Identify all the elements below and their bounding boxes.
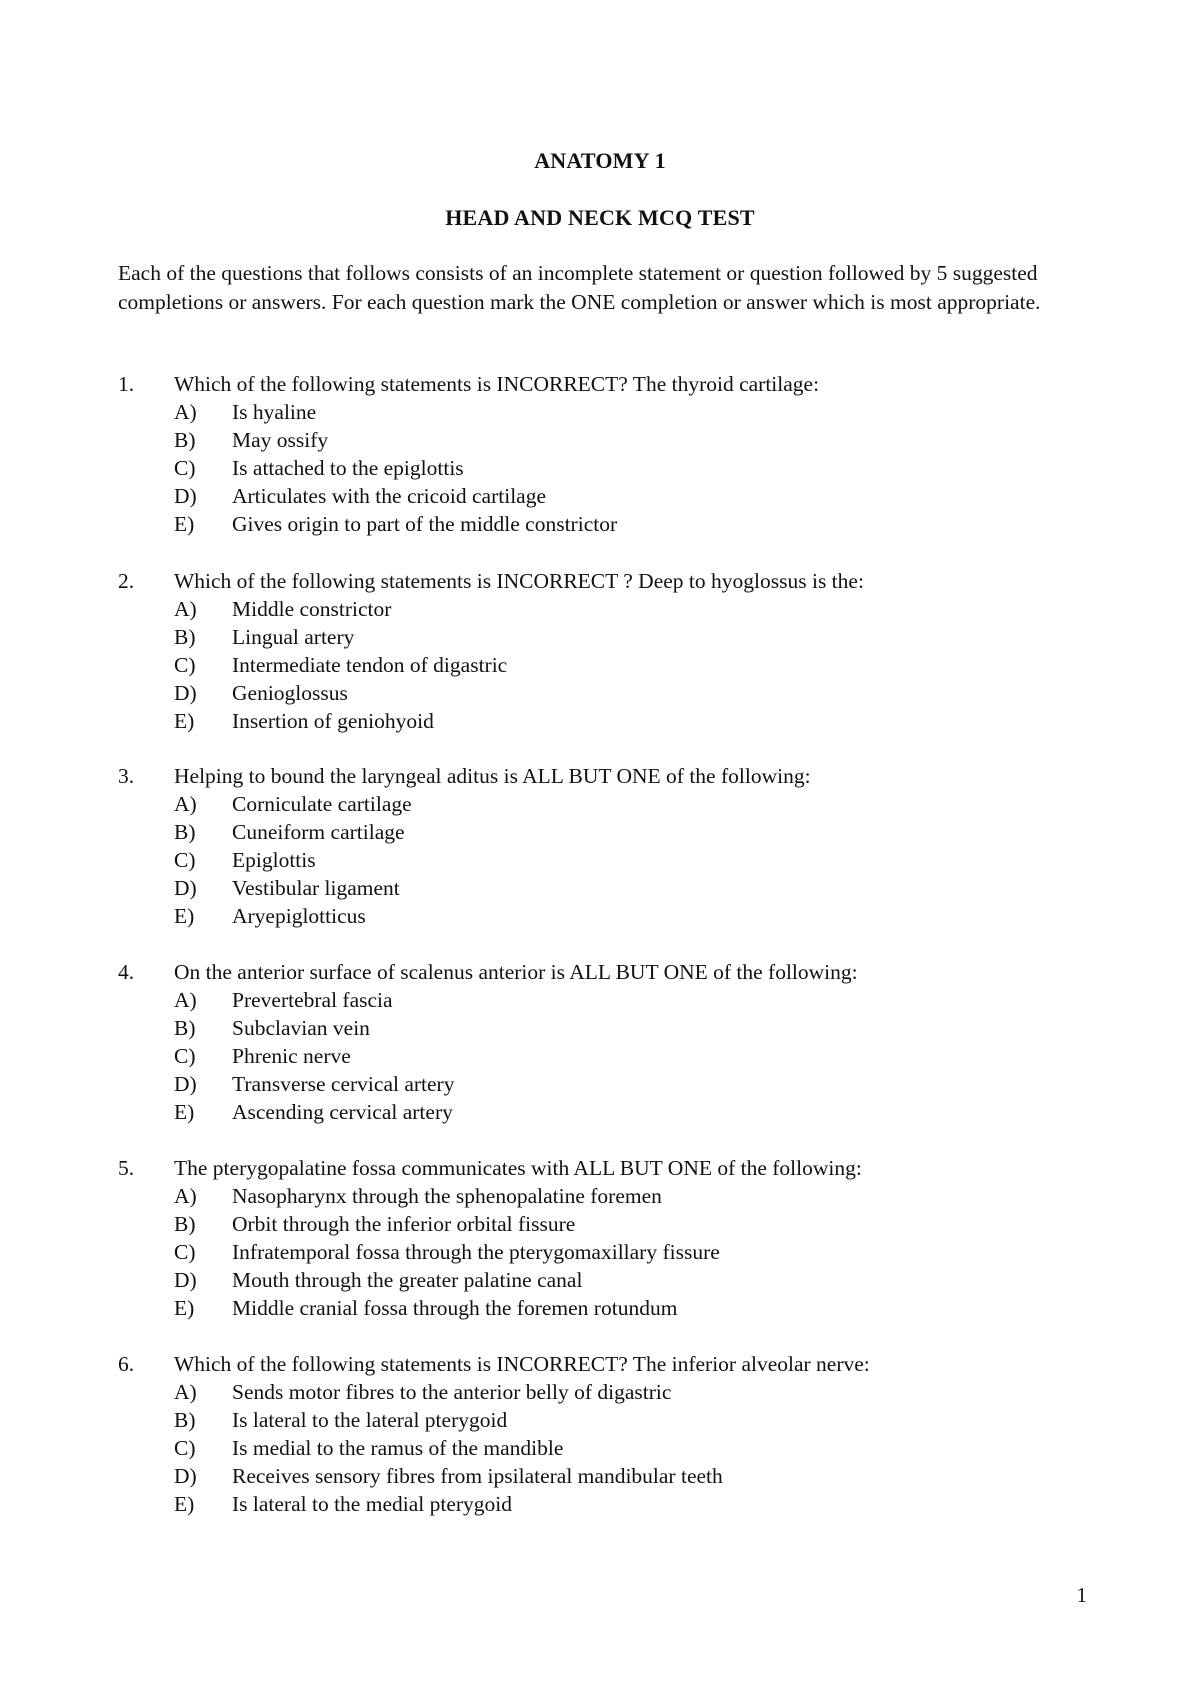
option-text: Phrenic nerve: [232, 1044, 351, 1068]
question-text: The pterygopalatine fossa communicates with ALL BUT ONE of the following:: [174, 1156, 862, 1180]
option-text: Is lateral to the medial pterygoid: [232, 1492, 513, 1516]
option-text: Prevertebral fascia: [232, 988, 393, 1012]
option-c: [118, 1434, 1098, 1462]
question-4: [118, 958, 1098, 1126]
option-b: [118, 426, 1098, 454]
option-letter: C): [174, 456, 196, 480]
option-text: Is hyaline: [232, 400, 317, 424]
question-text: Which of the following statements is INCORRECT? The thyroid cartilage:: [174, 372, 820, 396]
option-letter: E): [174, 1492, 195, 1516]
option-letter: E): [174, 904, 195, 928]
question-5: [118, 1154, 1098, 1322]
option-e: [118, 1490, 1098, 1518]
option-b: [118, 818, 1098, 846]
option-c: [118, 1238, 1098, 1266]
option-letter: E): [174, 1296, 195, 1320]
question-number: 4.: [118, 960, 135, 984]
option-text: Middle constrictor: [232, 597, 392, 621]
question-stem: [118, 567, 1098, 595]
option-letter: C): [174, 1044, 196, 1068]
question-text: On the anterior surface of scalenus anterior is ALL BUT ONE of the following:: [174, 960, 858, 984]
question-text: Which of the following statements is INCORRECT? The inferior alveolar nerve:: [174, 1352, 870, 1376]
option-letter: D): [174, 484, 197, 508]
option-letter: A): [174, 1380, 197, 1404]
question-3: [118, 762, 1098, 930]
option-d: [118, 482, 1098, 510]
option-letter: C): [174, 653, 196, 677]
question-number: 5.: [118, 1156, 135, 1180]
option-text: Infratemporal fossa through the pterygomaxillary fissure: [232, 1240, 720, 1264]
option-d: [118, 1266, 1098, 1294]
option-c: [118, 454, 1098, 482]
option-c: [118, 846, 1098, 874]
option-d: [118, 1462, 1098, 1490]
option-e: [118, 510, 1098, 538]
question-stem: [118, 762, 1098, 790]
question-1: [118, 370, 1098, 538]
option-c: [118, 1042, 1098, 1070]
instructions-paragraph: Each of the questions that follows consists of an incomplete statement or question followed by 5 suggested completions or answers. For each question mark the ONE completion or answer which is most appropriate.: [118, 261, 1041, 314]
option-text: Insertion of geniohyoid: [232, 709, 434, 733]
option-letter: E): [174, 1100, 195, 1124]
option-text: Nasopharynx through the sphenopalatine foremen: [232, 1184, 662, 1208]
question-number: 1.: [118, 372, 135, 396]
option-text: Aryepiglotticus: [232, 904, 366, 928]
option-letter: E): [174, 709, 195, 733]
question-6: [118, 1350, 1098, 1518]
option-text: Sends motor fibres to the anterior belly of digastric: [232, 1380, 672, 1404]
option-letter: E): [174, 512, 195, 536]
option-letter: A): [174, 1184, 197, 1208]
option-text: Is attached to the epiglottis: [232, 456, 464, 480]
option-e: [118, 707, 1098, 735]
option-text: Ascending cervical artery: [232, 1100, 453, 1124]
question-number: 3.: [118, 764, 135, 788]
option-letter: A): [174, 400, 197, 424]
option-letter: D): [174, 876, 197, 900]
option-text: Transverse cervical artery: [232, 1072, 455, 1096]
document-title: ANATOMY 1: [534, 148, 666, 173]
option-b: [118, 1014, 1098, 1042]
option-text: Gives origin to part of the middle constrictor: [232, 512, 618, 536]
option-text: Is medial to the ramus of the mandible: [232, 1436, 564, 1460]
option-b: [118, 1210, 1098, 1238]
option-letter: D): [174, 1268, 197, 1292]
option-text: Vestibular ligament: [232, 876, 400, 900]
option-c: [118, 651, 1098, 679]
option-text: Corniculate cartilage: [232, 792, 412, 816]
option-letter: A): [174, 792, 197, 816]
option-letter: B): [174, 820, 196, 844]
option-letter: A): [174, 597, 197, 621]
option-letter: C): [174, 848, 196, 872]
option-text: Mouth through the greater palatine canal: [232, 1268, 583, 1292]
option-text: Lingual artery: [232, 625, 355, 649]
option-b: [118, 623, 1098, 651]
question-stem: [118, 370, 1098, 398]
question-stem: [118, 958, 1098, 986]
question-number: 2.: [118, 569, 135, 593]
document-subtitle: HEAD AND NECK MCQ TEST: [445, 205, 755, 230]
option-d: [118, 1070, 1098, 1098]
question-text: Helping to bound the laryngeal aditus is ALL BUT ONE of the following:: [174, 764, 811, 788]
option-e: [118, 1294, 1098, 1322]
option-e: [118, 902, 1098, 930]
option-a: [118, 1378, 1098, 1406]
option-a: [118, 595, 1098, 623]
option-letter: B): [174, 1408, 196, 1432]
option-text: Epiglottis: [232, 848, 316, 872]
option-a: [118, 790, 1098, 818]
option-text: Is lateral to the lateral pterygoid: [232, 1408, 508, 1432]
option-text: Middle cranial fossa through the foremen rotundum: [232, 1296, 678, 1320]
question-stem: [118, 1350, 1098, 1378]
option-d: [118, 874, 1098, 902]
page-number: 1: [1076, 1583, 1087, 1607]
option-text: Articulates with the cricoid cartilage: [232, 484, 547, 508]
option-letter: B): [174, 1016, 196, 1040]
option-a: [118, 398, 1098, 426]
option-text: Genioglossus: [232, 681, 348, 705]
option-text: Intermediate tendon of digastric: [232, 653, 508, 677]
option-letter: D): [174, 1072, 197, 1096]
option-e: [118, 1098, 1098, 1126]
option-text: Cuneiform cartilage: [232, 820, 405, 844]
option-text: Orbit through the inferior orbital fissure: [232, 1212, 576, 1236]
option-text: Subclavian vein: [232, 1016, 370, 1040]
option-letter: D): [174, 681, 197, 705]
question-stem: [118, 1154, 1098, 1182]
question-number: 6.: [118, 1352, 135, 1376]
option-letter: C): [174, 1436, 196, 1460]
option-b: [118, 1406, 1098, 1434]
option-letter: A): [174, 988, 197, 1012]
question-text: Which of the following statements is INCORRECT ? Deep to hyoglossus is the:: [174, 569, 864, 593]
option-d: [118, 679, 1098, 707]
option-letter: B): [174, 1212, 196, 1236]
question-2: [118, 567, 1098, 735]
option-a: [118, 1182, 1098, 1210]
option-letter: D): [174, 1464, 197, 1488]
option-text: May ossify: [232, 428, 329, 452]
option-text: Receives sensory fibres from ipsilateral mandibular teeth: [232, 1464, 723, 1488]
option-letter: B): [174, 625, 196, 649]
option-letter: B): [174, 428, 196, 452]
option-a: [118, 986, 1098, 1014]
option-letter: C): [174, 1240, 196, 1264]
